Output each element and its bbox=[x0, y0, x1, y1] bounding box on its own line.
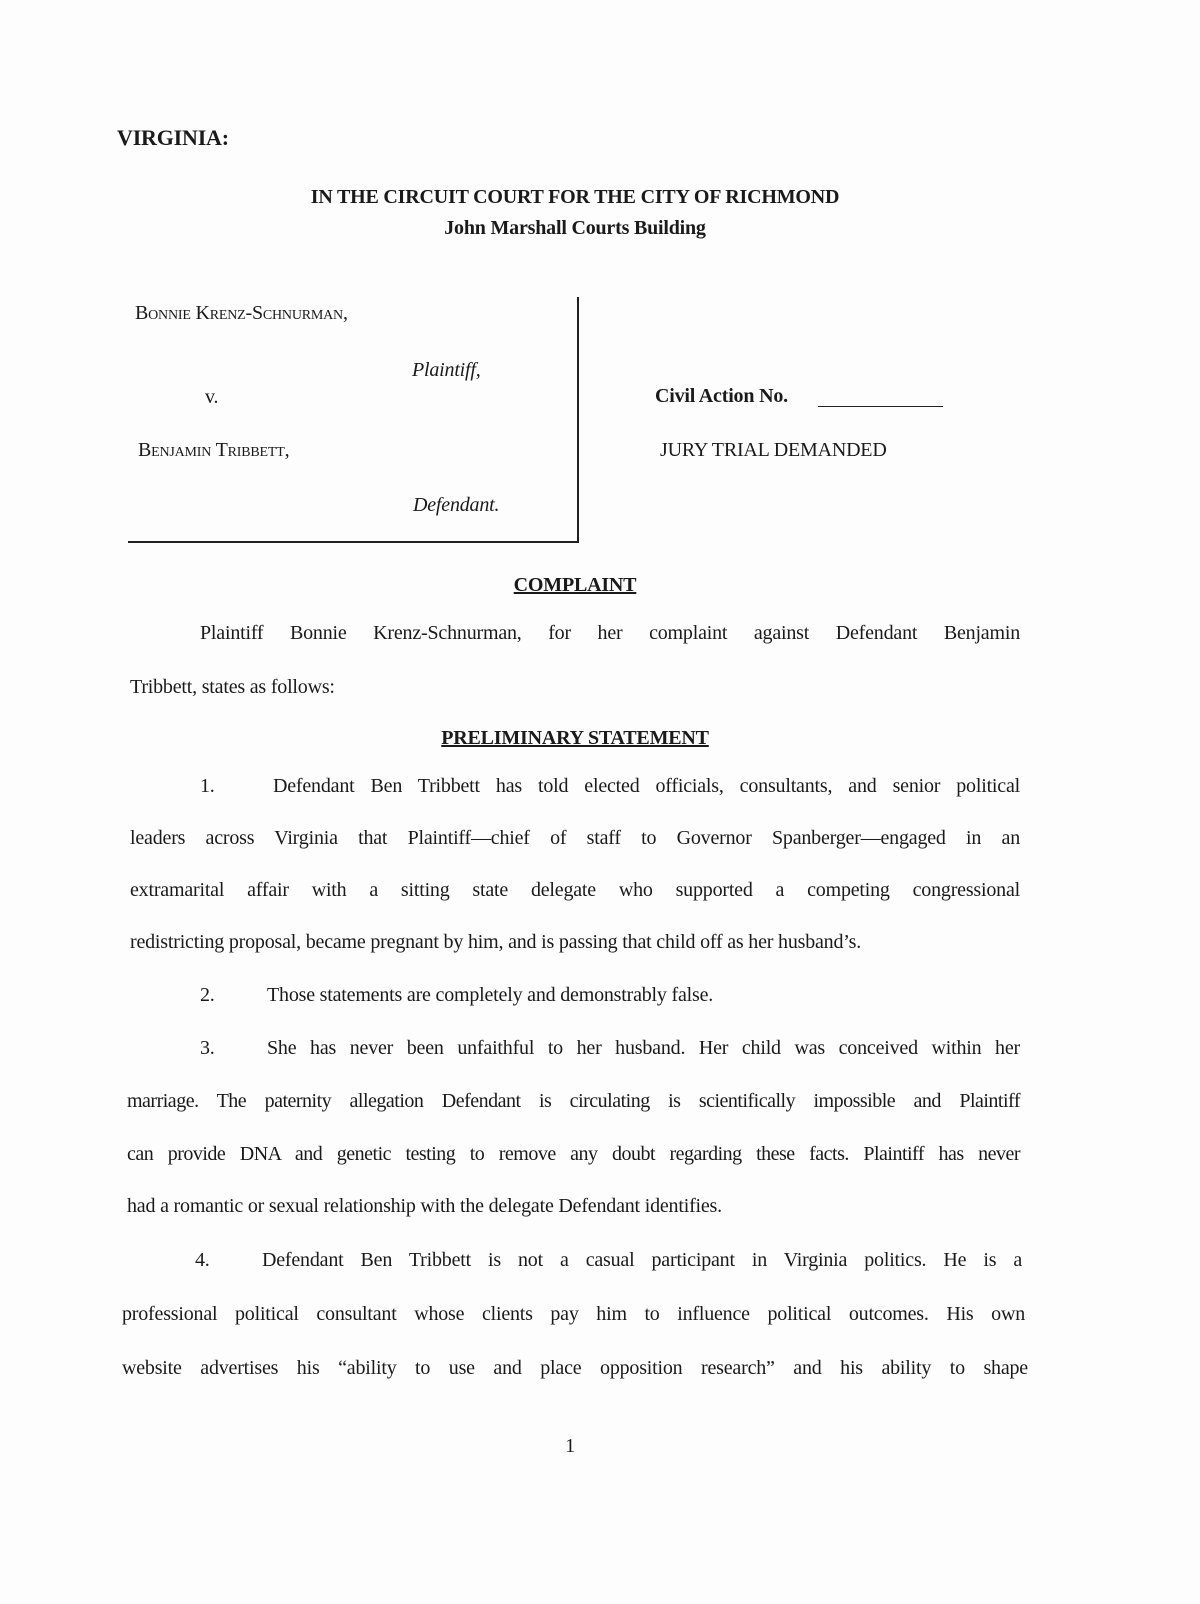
paragraph-line: She has never been unfaithful to her husband. Her child was conceived within her bbox=[267, 1037, 1020, 1059]
court-building: John Marshall Courts Building bbox=[444, 217, 706, 239]
paragraph-line: Defendant Ben Tribbett is not a casual participant in Virginia politics. He is a bbox=[262, 1249, 1022, 1271]
intro-line: Tribbett, states as follows: bbox=[130, 676, 335, 698]
versus: v. bbox=[205, 386, 219, 408]
paragraph-line: Those statements are completely and demonstrably false. bbox=[267, 984, 714, 1006]
paragraph-line: can provide DNA and genetic testing to remove any doubt regarding these facts. Plaintiff has never bbox=[127, 1143, 1020, 1165]
paragraph-line: professional political consultant whose clients pay him to influence political outcomes. His own bbox=[122, 1303, 1025, 1325]
plaintiff-role: Plaintiff, bbox=[412, 359, 481, 381]
caption-vertical-rule bbox=[577, 297, 579, 543]
paragraph-line: extramarital affair with a sitting state delegate who supported a competing congressional bbox=[130, 879, 1020, 901]
paragraph-number: 3. bbox=[200, 1037, 215, 1059]
complaint-title: COMPLAINT bbox=[513, 574, 637, 596]
intro-line: Plaintiff Bonnie Krenz-Schnurman, for her complaint against Defendant Benjamin bbox=[200, 622, 1020, 644]
caption-horizontal-rule bbox=[128, 541, 579, 543]
plaintiff-name: Bonnie Krenz-Schnurman, bbox=[135, 302, 348, 324]
defendant-name: Benjamin Tribbett, bbox=[138, 439, 290, 461]
paragraph-line: leaders across Virginia that Plaintiff—chief of staff to Governor Spanberger—engaged in an bbox=[130, 827, 1020, 849]
paragraph-line: had a romantic or sexual relationship with the delegate Defendant identifies. bbox=[127, 1195, 722, 1217]
paragraph-number: 1. bbox=[200, 775, 215, 797]
section-heading: PRELIMINARY STATEMENT bbox=[441, 727, 709, 749]
state-heading: VIRGINIA: bbox=[117, 125, 229, 150]
paragraph-number: 2. bbox=[200, 984, 215, 1006]
paragraph-line: redistricting proposal, became pregnant by him, and is passing that child off as her husband’s. bbox=[130, 931, 862, 953]
page-number: 1 bbox=[565, 1435, 575, 1457]
defendant-role: Defendant. bbox=[413, 494, 500, 516]
paragraph-line: marriage. The paternity allegation Defendant is circulating is scientifically impossible and Plaintiff bbox=[127, 1090, 1020, 1112]
court-name: IN THE CIRCUIT COURT FOR THE CITY OF RICHMOND bbox=[310, 186, 840, 208]
paragraph-line: website advertises his “ability to use and place opposition research” and his ability to shape bbox=[122, 1357, 1028, 1379]
civil-action-label: Civil Action No. bbox=[655, 385, 788, 407]
paragraph-line: Defendant Ben Tribbett has told elected officials, consultants, and senior political bbox=[273, 775, 1020, 797]
paragraph-number: 4. bbox=[195, 1249, 210, 1271]
jury-demand: JURY TRIAL DEMANDED bbox=[660, 439, 887, 461]
civil-action-number-blank bbox=[818, 406, 943, 407]
